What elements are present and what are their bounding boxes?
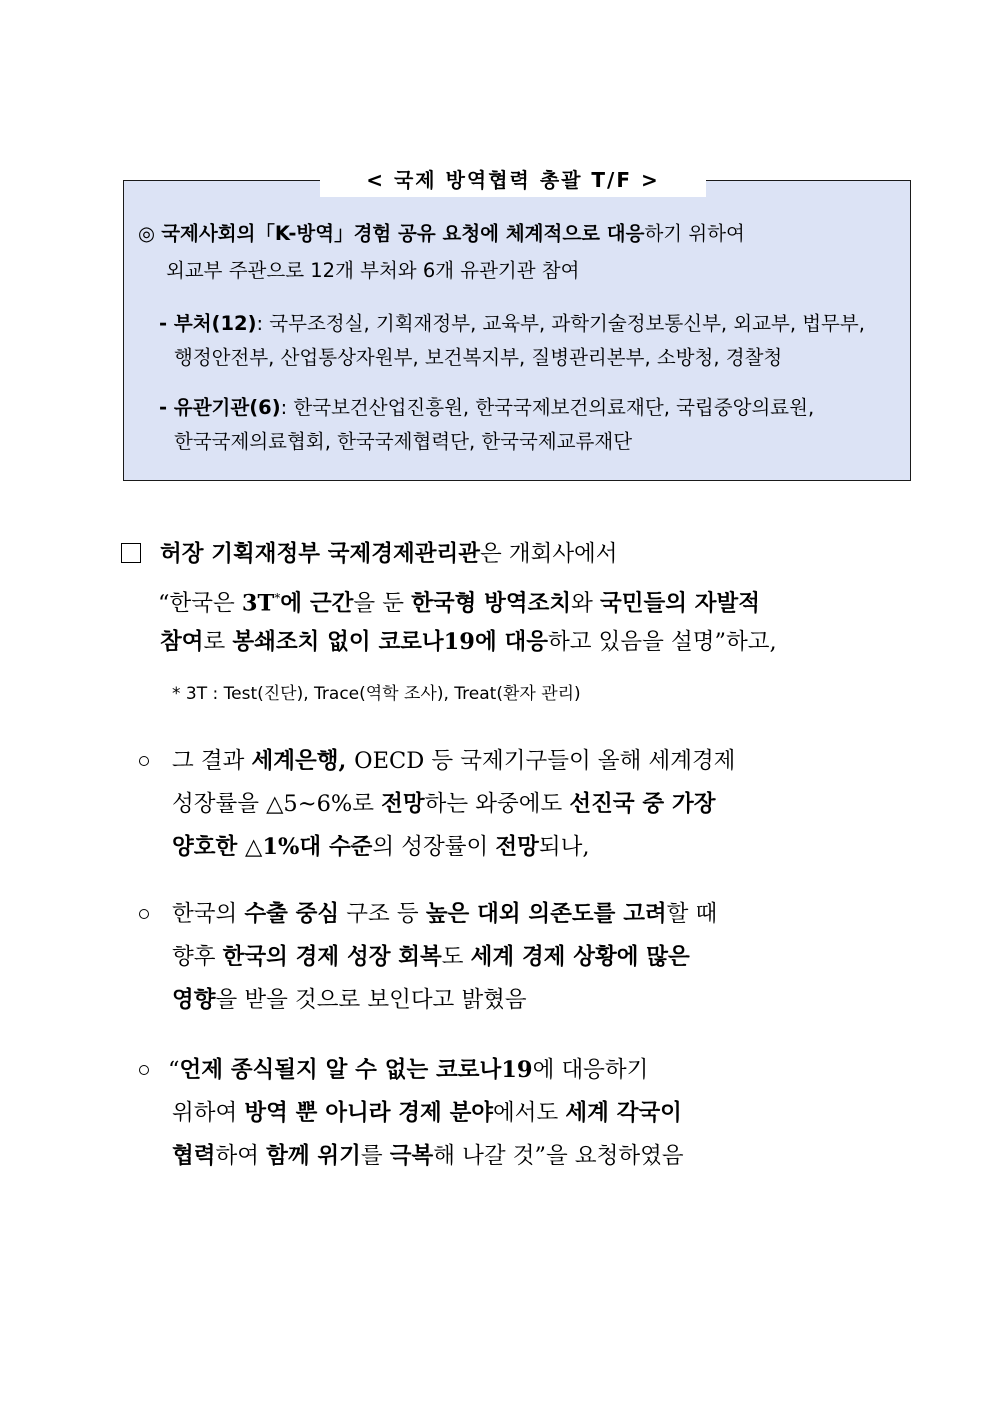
sub1-l3-a: 양호한 △1%대 수준: [172, 834, 373, 860]
sub3-l3-f: 해 나갈 것”을 요청하였음: [433, 1143, 684, 1169]
circle-bullet-icon: [139, 909, 149, 919]
sub1-l2-a: 성장률을 △5~6%로: [172, 791, 382, 817]
sub2-l1-b: 수출 중심: [244, 901, 340, 927]
double-circle-bullet: ◎: [138, 222, 156, 245]
agencies-line-1: [159, 393, 814, 423]
main-line-2-f: 와: [571, 590, 600, 617]
main-line-3-b: 로: [203, 629, 233, 655]
main-line-2-a: “한국은: [158, 590, 242, 617]
sub1-line-2: [172, 784, 715, 824]
footnote: * 3T : Test(진단), Trace(역학 조사), Treat(환자 관리): [172, 684, 581, 704]
speaker-name: 허장 기획재정부 국제경제관리관: [160, 541, 480, 567]
sub3-l2-c: 에서도: [493, 1100, 566, 1126]
sub2-l2-b: 한국의 경제 성장 회복: [222, 944, 442, 970]
sub2-l1-d: 높은 대외 의존도를 고려: [425, 901, 667, 927]
sub3-l1-c: 에 대응하기: [532, 1057, 649, 1083]
circle-bullet-icon: [139, 1065, 149, 1075]
sub1-line-3: [172, 827, 590, 867]
sub3-l3-e: 극복: [389, 1143, 434, 1169]
sub2-l2-c: 도: [441, 944, 471, 970]
ministries-line-1: [159, 309, 865, 339]
sub3-line-1: [168, 1050, 648, 1090]
main-line-3-c: 봉쇄조치 없이 코로나19에 대응: [232, 629, 549, 655]
footnote-marker: *: [274, 591, 281, 605]
main-line-1-rest: 은 개회사에서: [479, 541, 618, 567]
sub1-l1-b: 세계은행,: [251, 748, 355, 774]
sub3-l3-c: 함께 위기: [266, 1143, 361, 1169]
sub3-l3-b: 하여: [215, 1143, 267, 1169]
taskforce-box: [123, 180, 911, 481]
sub2-l1-c: 구조 등: [339, 901, 426, 927]
main-line-1: [160, 534, 618, 574]
intro-rest-text: 하기 위하여: [644, 222, 745, 245]
sub2-line-3: [172, 980, 527, 1020]
sub2-l1-e: 할 때: [666, 901, 718, 927]
taskforce-intro-line-2: 외교부 주관으로 12개 부처와 6개 유관기관 참여: [166, 259, 580, 282]
sub1-l2-b: 전망: [381, 791, 425, 817]
sub3-line-3: [172, 1136, 684, 1176]
sub3-l2-b: 방역 뿐 아니라 경제 분야: [244, 1100, 494, 1126]
taskforce-title: < 국제 방역협력 총괄 T/F >: [320, 163, 706, 197]
taskforce-intro-line-1: [138, 219, 745, 249]
agencies-label: - 유관기관(6): [159, 396, 281, 419]
sub2-line-2: [172, 937, 690, 977]
main-line-2-g: 국민들의 자발적: [599, 590, 760, 617]
main-line-2-d: 을 둔: [353, 590, 412, 617]
sub1-l3-b: 의 성장률이: [372, 834, 496, 860]
sub2-l2-d: 세계 경제 상황에 많은: [470, 944, 690, 970]
sub3-l2-d: 세계 각국이: [565, 1100, 682, 1126]
main-line-3-a: 참여: [160, 629, 204, 655]
agencies-list-1: : 한국보건산업진흥원, 한국국제보건의료재단, 국립중앙의료원,: [280, 396, 815, 419]
sub3-l3-a: 협력: [172, 1143, 216, 1169]
sub1-l2-d: 선진국 중 가장: [569, 791, 716, 817]
circle-bullet-icon: [139, 756, 149, 766]
sub1-l3-c: 전망: [495, 834, 539, 860]
sub3-l1-a: “: [168, 1057, 180, 1083]
ministries-list-1: : 국무조정실, 기획재정부, 교육부, 과학기술정보통신부, 외교부, 법무부,: [256, 312, 865, 335]
sub1-l2-c: 하는 와중에도: [424, 791, 570, 817]
intro-bold-text: 국제사회의「K-방역」경험 공유 요청에 체계적으로 대응: [161, 222, 645, 245]
sub1-l3-d: 되나,: [538, 834, 590, 860]
sub2-line-1: [172, 894, 717, 934]
main-line-3: [160, 622, 777, 662]
agencies-line-2: 한국국제의료협회, 한국국제협력단, 한국국제교류재단: [174, 430, 633, 453]
sub1-line-1: [172, 741, 735, 781]
sub3-l1-b: 언제 종식될지 알 수 없는 코로나19: [179, 1057, 533, 1083]
main-line-2: [158, 578, 760, 624]
main-line-2-e: 한국형 방역조치: [411, 590, 572, 617]
sub2-l3-a: 영향: [172, 987, 216, 1013]
main-line-3-d: 하고 있음을 설명”하고,: [548, 629, 777, 655]
sub1-l1-c: OECD 등 국제기구들이 올해 세계경제: [354, 748, 736, 774]
ministries-line-2: 행정안전부, 산업통상자원부, 보건복지부, 질병관리본부, 소방청, 경찰청: [174, 346, 783, 369]
sub2-l3-b: 을 받을 것으로 보인다고 밝혔음: [215, 987, 527, 1013]
sub2-l2-a: 향후: [172, 944, 223, 970]
sub1-l1-a: 그 결과: [172, 748, 252, 774]
ministries-label: - 부처(12): [159, 312, 257, 335]
main-line-2-b: 3T: [241, 590, 275, 617]
main-line-2-c: 에 근간: [280, 590, 354, 617]
sub3-line-2: [172, 1093, 682, 1133]
square-bullet-icon: [121, 543, 141, 563]
sub3-l2-a: 위하여: [172, 1100, 245, 1126]
sub2-l1-a: 한국의: [172, 901, 245, 927]
sub3-l3-d: 를: [360, 1143, 390, 1169]
